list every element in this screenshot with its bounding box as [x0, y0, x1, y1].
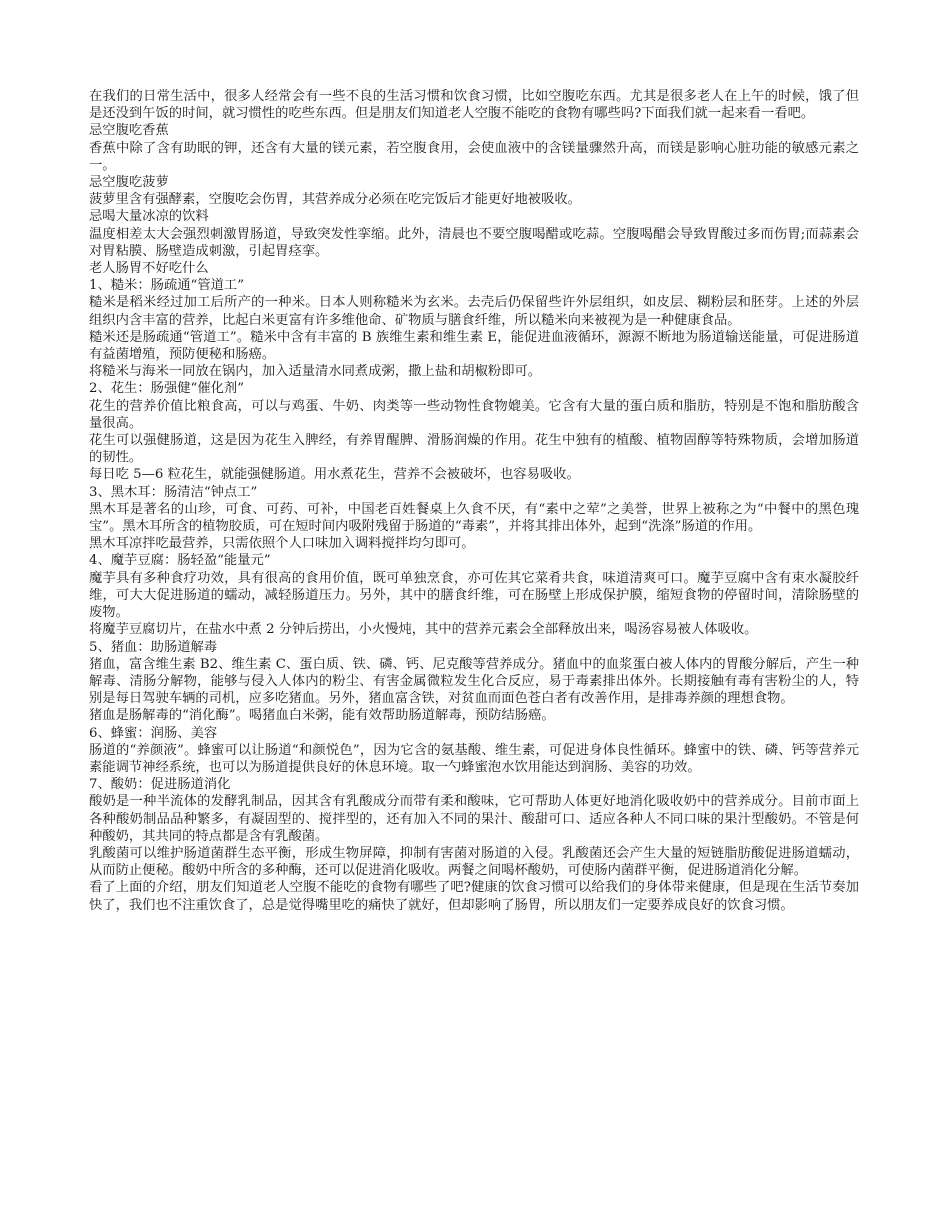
paragraph-peanut-3: 每日吃 5—6 粒花生，就能强健肠道。用水煮花生，营养不会被破坏，也容易吸收。	[89, 467, 580, 483]
paragraph-konjac-2: 将魔芋豆腐切片，在盐水中煮 2 分钟后捞出，小火慢炖，其中的营养元素会全部释放出来，喝汤容易被人体吸收。	[89, 622, 758, 638]
section-heading-foods: 老人肠胃不好吃什么	[89, 261, 209, 277]
paragraph-pig-blood-1: 猪血，富含维生素 B2、维生素 C、蛋白质、铁、磷、钙、尼克酸等营养成分。猪血中的血浆蛋白被人体内的胃酸分解后，产生一种解毒、清肠分解物，能够与侵入人体内的粉尘、有害金属微粒发生化合反应，易于毒素排出体外。长期接触有毒有害粉尘的人，特别是每日驾驶车辆的司机，应多吃猪血。另外，猪血富含铁，对贫血而面色苍白者有改善作用，是排毒养颜的理想食物。	[89, 656, 859, 707]
paragraph-black-fungus-2: 黑木耳凉拌吃最营养，只需依照个人口味加入调料搅拌均匀即可。	[89, 536, 475, 552]
heading-honey: 6、蜂蜜：润肠、美容	[89, 725, 218, 741]
paragraph-brown-rice-1: 糙米是稻米经过加工后所产的一种米。日本人则称糙米为玄米。去壳后仍保留些许外层组织，如皮层、糊粉层和胚芽。上述的外层组织内含丰富的营养，比起白米更富有许多维他命、矿物质与膳食纤维，所以糙米向来被视为是一种健康食品。	[89, 295, 859, 328]
paragraph-peanut-1: 花生的营养价值比粮食高，可以与鸡蛋、牛奶、肉类等一些动物性食物媲美。它含有大量的蛋白质和脂肪，特别是不饱和脂肪酸含量很高。	[89, 398, 859, 431]
intro-paragraph: 在我们的日常生活中，很多人经常会有一些不良的生活习惯和饮食习惯，比如空腹吃东西。尤其是很多老人在上午的时候，饿了但是还没到午饭的时间，就习惯性的吃些东西。但是朋友们知道老人空腹不能吃的食物有哪些吗?下面我们就一起来看一看吧。	[89, 89, 859, 122]
heading-black-fungus: 3、黑木耳：肠清洁“钟点工”	[89, 484, 258, 500]
paragraph-brown-rice-2: 糙米还是肠疏通“管道工”。糙米中含有丰富的 B 族维生素和维生素 E，能促进血液循环，源源不断地为肠道输送能量，可促进肠道有益菌增殖，预防便秘和肠癌。	[89, 329, 859, 363]
heading-pig-blood: 5、猪血：助肠道解毒	[89, 639, 218, 655]
paragraph-konjac-1: 魔芋具有多种食疗功效，具有很高的食用价值，既可单独烹食，亦可佐其它菜肴共食，味道清爽可口。魔芋豆腐中含有束水凝胶纤维，可大大促进肠道的蠕动，减轻肠道压力。另外，其中的膳食纤维，可在肠壁上形成保护膜，缩短食物的停留时间，清除肠壁的废物。	[89, 570, 859, 621]
paragraph-pig-blood-2: 猪血是肠解毒的“消化酶”。喝猪血白米粥，能有效帮助肠道解毒，预防结肠癌。	[89, 708, 555, 724]
paragraph-peanut-2: 花生可以强健肠道，这是因为花生入脾经，有养胃醒脾、滑肠润燥的作用。花生中独有的植酸、植物固醇等特殊物质，会增加肠道的韧性。	[89, 433, 859, 466]
paragraph-yogurt-2: 乳酸菌可以维护肠道菌群生态平衡，形成生物屏障，抑制有害菌对肠道的入侵。乳酸菌还会产生大量的短链脂肪酸促进肠道蠕动，从而防止便秘。酸奶中所含的多种酶，还可以促进消化吸收。两餐之间喝杯酸奶，可使肠内菌群平衡，促进肠道消化分解。	[89, 845, 859, 879]
article-body	[89, 88, 859, 914]
paragraph-banana: 香蕉中除了含有助眠的钾，还含有大量的镁元素，若空腹食用，会使血液中的含镁量骤然升高，而镁是影响心脏功能的敏感元素之一。	[89, 140, 859, 173]
paragraph-pineapple: 菠萝里含有强酵素，空腹吃会伤胃，其营养成分必须在吃完饭后才能更好地被吸收。	[89, 192, 581, 208]
paragraph-black-fungus-1: 黑木耳是著名的山珍，可食、可药、可补，中国老百姓餐桌上久食不厌，有“素中之荤”之美誉，世界上被称之为“中餐中的黑色瑰宝”。黑木耳所含的植物胶质，可在短时间内吸附残留于肠道的“毒素”，并将其排出体外，起到“洗涤”肠道的作用。	[89, 501, 859, 535]
heading-konjac: 4、魔芋豆腐：肠轻盈“能量元”	[89, 553, 271, 569]
paragraph-honey: 肠道的“养颜液”。蜂蜜可以让肠道“和颜悦色”，因为它含的氨基酸、维生素，可促进身体良性循环。蜂蜜中的铁、磷、钙等营养元素能调节神经系统，也可以为肠道提供良好的休息环境。取一勺蜂蜜泡水饮用能达到润肠、美容的功效。	[89, 742, 859, 775]
heading-yogurt: 7、酸奶：促进肠道消化	[89, 777, 231, 793]
heading-pineapple: 忌空腹吃菠萝	[89, 175, 169, 191]
paragraph-brown-rice-3: 将糙米与海米一同放在锅内，加入适量清水同煮成粥，撒上盐和胡椒粉即可。	[89, 364, 542, 380]
heading-banana: 忌空腹吃香蕉	[89, 123, 169, 139]
heading-peanut: 2、花生：肠强健“催化剂”	[89, 381, 245, 397]
heading-cold-drinks: 忌喝大量冰凉的饮料	[89, 209, 209, 225]
conclusion-paragraph: 看了上面的介绍，朋友们知道老人空腹不能吃的食物有哪些了吧?健康的饮食习惯可以给我们的身体带来健康，但是现在生活节奏加快了，我们也不注重饮食了，总是觉得嘴里吃的痛快了就好，但却影响了肠胃，所以朋友们一定要养成良好的饮食习惯。	[89, 880, 859, 913]
paragraph-yogurt-1: 酸奶是一种半流体的发酵乳制品，因其含有乳酸成分而带有柔和酸味，它可帮助人体更好地消化吸收奶中的营养成分。目前市面上各种酸奶制品品种繁多，有凝固型的、搅拌型的，还有加入不同的果汁、酸甜可口、适应各种人不同口味的果汁型酸奶。不管是何种酸奶，其共同的特点都是含有乳酸菌。	[89, 794, 859, 844]
paragraph-cold-drinks: 温度相差太大会强烈刺激胃肠道，导致突发性挛缩。此外，清晨也不要空腹喝醋或吃蒜。空腹喝醋会导致胃酸过多而伤胃;而蒜素会对胃粘膜、肠壁造成刺激，引起胃痉挛。	[89, 226, 859, 259]
heading-brown-rice: 1、糙米：肠疏通“管道工”	[89, 278, 245, 294]
